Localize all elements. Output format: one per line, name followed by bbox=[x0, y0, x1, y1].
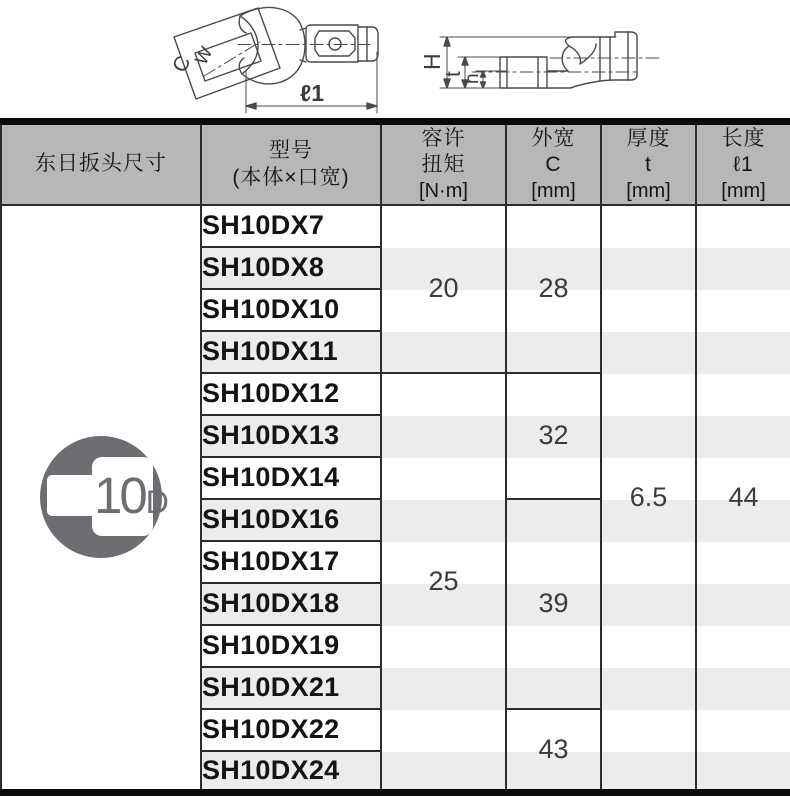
outer-width-c-label: C bbox=[168, 52, 196, 77]
header-row bbox=[1, 122, 790, 205]
length-l1-label: ℓ1 bbox=[300, 80, 325, 106]
spec-table bbox=[0, 118, 790, 796]
torque-cell: 25 bbox=[381, 373, 506, 793]
model-cell: SH10DX22 bbox=[201, 709, 381, 751]
model-cell: SH10DX16 bbox=[201, 499, 381, 541]
model-cell: SH10DX7 bbox=[201, 205, 381, 247]
header-outer-width: 外宽 C [mm] bbox=[506, 122, 601, 205]
outer-width-cell: 32 bbox=[506, 373, 601, 499]
front-view-diagram bbox=[148, 0, 418, 118]
model-cell: SH10DX12 bbox=[201, 373, 381, 415]
thickness-cell: 6.5 bbox=[601, 205, 696, 793]
technical-diagrams bbox=[0, 0, 790, 118]
icon-size-text: 10D bbox=[94, 467, 169, 525]
table-row bbox=[1, 205, 790, 247]
height-h-label: H bbox=[419, 53, 445, 70]
model-cell: SH10DX8 bbox=[201, 247, 381, 289]
icon-tang-shape bbox=[47, 475, 99, 516]
model-cell: SH10DX21 bbox=[201, 667, 381, 709]
torque-cell: 20 bbox=[381, 205, 506, 373]
tang-h-label: h bbox=[462, 73, 483, 84]
model-cell: SH10DX11 bbox=[201, 331, 381, 373]
model-cell: SH10DX13 bbox=[201, 415, 381, 457]
thickness-t-label: t bbox=[442, 71, 465, 77]
header-head-size: 东日扳头尺寸 bbox=[1, 122, 201, 205]
model-cell: SH10DX24 bbox=[201, 751, 381, 793]
header-thickness: 厚度 t [mm] bbox=[601, 122, 696, 205]
header-model: 型号 (本体×口宽) bbox=[201, 122, 381, 205]
model-cell: SH10DX17 bbox=[201, 541, 381, 583]
model-cell: SH10DX19 bbox=[201, 625, 381, 667]
model-cell: SH10DX10 bbox=[201, 289, 381, 331]
outer-width-cell: 43 bbox=[506, 709, 601, 793]
size-10d-icon bbox=[40, 436, 169, 558]
header-torque: 容许 扭矩 [N·m] bbox=[381, 122, 506, 205]
outer-width-cell: 28 bbox=[506, 205, 601, 373]
outer-width-cell: 39 bbox=[506, 499, 601, 709]
length-cell: 44 bbox=[696, 205, 790, 793]
size-icon-cell bbox=[1, 205, 201, 793]
side-view-diagram bbox=[410, 0, 670, 118]
model-cell: SH10DX14 bbox=[201, 457, 381, 499]
jaw-width-w-label: W bbox=[190, 43, 217, 68]
model-cell: SH10DX18 bbox=[201, 583, 381, 625]
header-length: 长度 ℓ1 [mm] bbox=[696, 122, 790, 205]
